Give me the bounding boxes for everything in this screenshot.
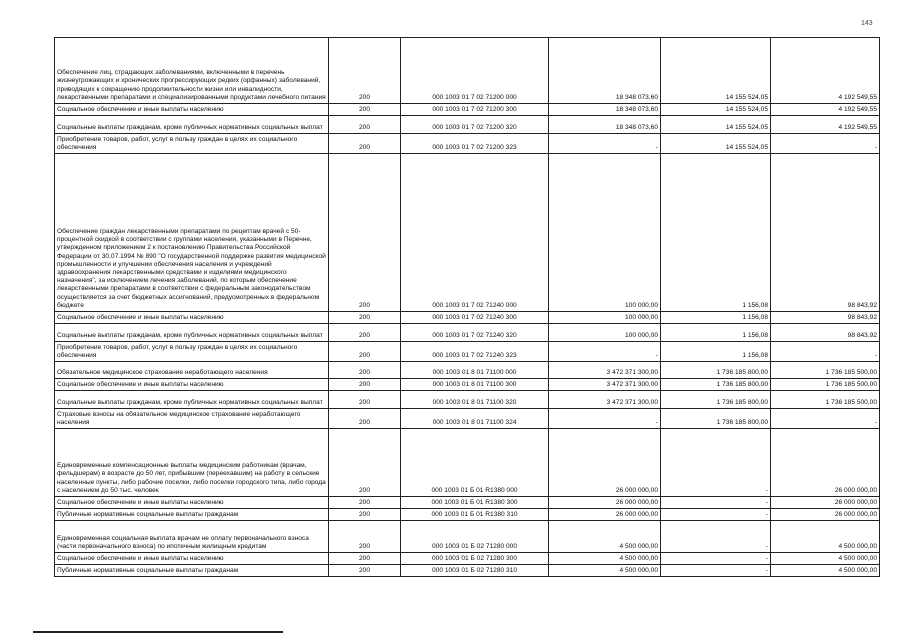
cell-v1: 26 000 000,00 <box>549 497 661 509</box>
cell-name: Публичные нормативные социальные выплаты гражданам <box>55 565 329 577</box>
cell-code: 200 <box>329 429 401 497</box>
cell-name: Обязательное медицинское страхование неработающего населения <box>55 362 329 379</box>
cell-v1: 18 348 073,60 <box>549 116 661 134</box>
cell-kcsr: 000 1003 01 7 02 71240 300 <box>401 312 549 324</box>
cell-v2: 1 156,08 <box>661 342 771 362</box>
table-row <box>55 521 880 553</box>
cell-v1: 3 472 371 300,00 <box>549 362 661 379</box>
cell-name: Социальные выплаты гражданам, кроме публичных нормативных социальных выплат <box>55 391 329 409</box>
cell-v3: 26 000 000,00 <box>771 429 880 497</box>
cell-kcsr: 000 1003 01 7 02 71200 320 <box>401 116 549 134</box>
cell-name: Социальное обеспечение и иные выплаты населению <box>55 312 329 324</box>
cell-v2: - <box>661 497 771 509</box>
cell-v2: 1 736 185 800,00 <box>661 409 771 429</box>
cell-v1: 26 000 000,00 <box>549 509 661 521</box>
cell-v3: - <box>771 409 880 429</box>
cell-v3: 26 000 000,00 <box>771 509 880 521</box>
table-row <box>55 509 880 521</box>
cell-v2: - <box>661 565 771 577</box>
cell-v1: 26 000 000,00 <box>549 429 661 497</box>
cell-name: Социальное обеспечение и иные выплаты населению <box>55 553 329 565</box>
cell-v3: 1 736 185 500,00 <box>771 391 880 409</box>
cell-v2: 14 155 524,05 <box>661 134 771 154</box>
cell-name: Обеспечение лиц, страдающих заболеваниями, включенными в перечень жизнеугрожающих и хронических прогрессирующих редких (орфанных) заболеваний, приводящих к сокращению продолжительности жизни или инвалидности, лекарственными препаратами и специализированными продуктами лечебного питания <box>55 38 329 104</box>
table-row <box>55 429 880 497</box>
cell-code: 200 <box>329 116 401 134</box>
cell-v2: 1 736 185 800,00 <box>661 362 771 379</box>
cell-name: Социальное обеспечение и иные выплаты населению <box>55 379 329 391</box>
cell-name: Социальные выплаты гражданам, кроме публичных нормативных социальных выплат <box>55 324 329 342</box>
cell-kcsr: 000 1003 01 8 01 71100 300 <box>401 379 549 391</box>
cell-kcsr: 000 1003 01 7 02 71200 323 <box>401 134 549 154</box>
cell-v1: - <box>549 342 661 362</box>
cell-code: 200 <box>329 409 401 429</box>
table-row <box>55 116 880 134</box>
table-row <box>55 324 880 342</box>
cell-v2: - <box>661 509 771 521</box>
bottom-rule <box>33 631 283 633</box>
cell-kcsr: 000 1003 01 7 02 71200 000 <box>401 38 549 104</box>
cell-v3: 4 192 549,55 <box>771 104 880 116</box>
cell-code: 200 <box>329 312 401 324</box>
cell-v2: - <box>661 429 771 497</box>
cell-v1: 4 500 000,00 <box>549 565 661 577</box>
cell-code: 200 <box>329 565 401 577</box>
cell-name: Единовременная социальная выплата врачам не оплату первоначального взноса (части первоначального взноса) по ипотечным жилищным кредитам <box>55 521 329 553</box>
cell-v2: 1 156,08 <box>661 312 771 324</box>
cell-v2: 1 156,08 <box>661 324 771 342</box>
cell-kcsr: 000 1003 01 8 01 71100 000 <box>401 362 549 379</box>
cell-v3: 4 500 000,00 <box>771 553 880 565</box>
cell-v1: - <box>549 409 661 429</box>
cell-code: 200 <box>329 154 401 312</box>
cell-code: 200 <box>329 362 401 379</box>
cell-name: Страховые взносы на обязательное медицинское страхование неработающего населения <box>55 409 329 429</box>
page-number: 143 <box>861 20 873 27</box>
cell-v1: 100 000,00 <box>549 324 661 342</box>
table-row <box>55 362 880 379</box>
table-row <box>55 391 880 409</box>
cell-v1: 4 500 000,00 <box>549 521 661 553</box>
cell-kcsr: 000 1003 01 Б 02 71280 000 <box>401 521 549 553</box>
cell-v1: 100 000,00 <box>549 312 661 324</box>
cell-v3: 98 843,92 <box>771 154 880 312</box>
cell-v3: 4 192 549,55 <box>771 38 880 104</box>
cell-kcsr: 000 1003 01 Б 02 71280 310 <box>401 565 549 577</box>
cell-code: 200 <box>329 134 401 154</box>
cell-kcsr: 000 1003 01 Б 01 R1380 300 <box>401 497 549 509</box>
cell-code: 200 <box>329 497 401 509</box>
cell-v3: 1 736 185 500,00 <box>771 362 880 379</box>
cell-v3: 26 000 000,00 <box>771 497 880 509</box>
cell-v1: 100 000,00 <box>549 154 661 312</box>
cell-v3: 4 500 000,00 <box>771 521 880 553</box>
cell-kcsr: 000 1003 01 7 02 71240 000 <box>401 154 549 312</box>
cell-v2: - <box>661 521 771 553</box>
cell-v3: - <box>771 342 880 362</box>
cell-name: Единовременные компенсационные выплаты медицинским работникам (врачам, фельдшерам) в возрасте до 50 лет, прибывшим (переехавшим) на работу в сельские населенные пункты, либо рабочие поселки, либо поселки городского типа, либо города с населением до 50 тыс. человек <box>55 429 329 497</box>
cell-name: Обеспечение граждан лекарственными препаратами по рецептам врачей с 50-процентной скидкой в соответствии с группами населения, указанными в Перечне, утвержденном приложением 2 к постановлению Правительства Российской Федерации от 30.07.1994 № 890 "О государственной поддержке развития медицинской промышленности и улучшении обеспечения населения и учреждений здравоохранения лекарственными средствами и изделиями медицинского назначения", за исключением лечения заболеваний, по которым обеспечение лекарственными препаратами в соответствии с федеральным законодательством осуществляется за счет бюджетных ассигнований, предусмотренных в федеральном бюджете <box>55 154 329 312</box>
table-row <box>55 409 880 429</box>
cell-kcsr: 000 1003 01 Б 01 R1380 000 <box>401 429 549 497</box>
table-row <box>55 379 880 391</box>
table-row <box>55 38 880 104</box>
table-row <box>55 104 880 116</box>
cell-v3: 98 843,92 <box>771 312 880 324</box>
cell-v3: 4 500 000,00 <box>771 565 880 577</box>
table-row <box>55 565 880 577</box>
cell-name: Социальные выплаты гражданам, кроме публичных нормативных социальных выплат <box>55 116 329 134</box>
cell-kcsr: 000 1003 01 7 02 71240 323 <box>401 342 549 362</box>
cell-name: Приобретение товаров, работ, услуг в пользу граждан в целях их социального обеспечения <box>55 342 329 362</box>
cell-v1: 4 500 000,00 <box>549 553 661 565</box>
table-row <box>55 497 880 509</box>
table-row <box>55 154 880 312</box>
cell-v2: 1 736 185 800,00 <box>661 379 771 391</box>
cell-name: Приобретение товаров, работ, услуг в пользу граждан в целях их социального обеспечения <box>55 134 329 154</box>
cell-v2: 1 156,08 <box>661 154 771 312</box>
cell-v1: - <box>549 134 661 154</box>
cell-code: 200 <box>329 553 401 565</box>
cell-kcsr: 000 1003 01 Б 01 R1380 310 <box>401 509 549 521</box>
cell-code: 200 <box>329 521 401 553</box>
table-row <box>55 553 880 565</box>
table-row <box>55 134 880 154</box>
budget-table <box>54 37 880 577</box>
cell-kcsr: 000 1003 01 8 01 71100 324 <box>401 409 549 429</box>
cell-kcsr: 000 1003 01 Б 02 71280 300 <box>401 553 549 565</box>
cell-code: 200 <box>329 324 401 342</box>
cell-v1: 3 472 371 300,00 <box>549 391 661 409</box>
cell-name: Публичные нормативные социальные выплаты гражданам <box>55 509 329 521</box>
cell-kcsr: 000 1003 01 8 01 71100 320 <box>401 391 549 409</box>
cell-code: 200 <box>329 391 401 409</box>
cell-v2: - <box>661 553 771 565</box>
cell-v3: 98 843,92 <box>771 324 880 342</box>
table-row <box>55 342 880 362</box>
cell-v3: 1 736 185 500,00 <box>771 379 880 391</box>
cell-v2: 1 736 185 800,00 <box>661 391 771 409</box>
cell-name: Социальное обеспечение и иные выплаты населению <box>55 497 329 509</box>
cell-code: 200 <box>329 104 401 116</box>
cell-v1: 18 348 073,60 <box>549 38 661 104</box>
cell-code: 200 <box>329 379 401 391</box>
cell-name: Социальное обеспечение и иные выплаты населению <box>55 104 329 116</box>
cell-v2: 14 155 524,05 <box>661 104 771 116</box>
cell-v3: 4 192 549,55 <box>771 116 880 134</box>
cell-code: 200 <box>329 38 401 104</box>
cell-v3: - <box>771 134 880 154</box>
cell-v2: 14 155 524,05 <box>661 116 771 134</box>
cell-kcsr: 000 1003 01 7 02 71200 300 <box>401 104 549 116</box>
cell-code: 200 <box>329 342 401 362</box>
cell-v1: 18 348 073,60 <box>549 104 661 116</box>
cell-v1: 3 472 371 300,00 <box>549 379 661 391</box>
table-row <box>55 312 880 324</box>
cell-v2: 14 155 524,05 <box>661 38 771 104</box>
cell-kcsr: 000 1003 01 7 02 71240 320 <box>401 324 549 342</box>
cell-code: 200 <box>329 509 401 521</box>
